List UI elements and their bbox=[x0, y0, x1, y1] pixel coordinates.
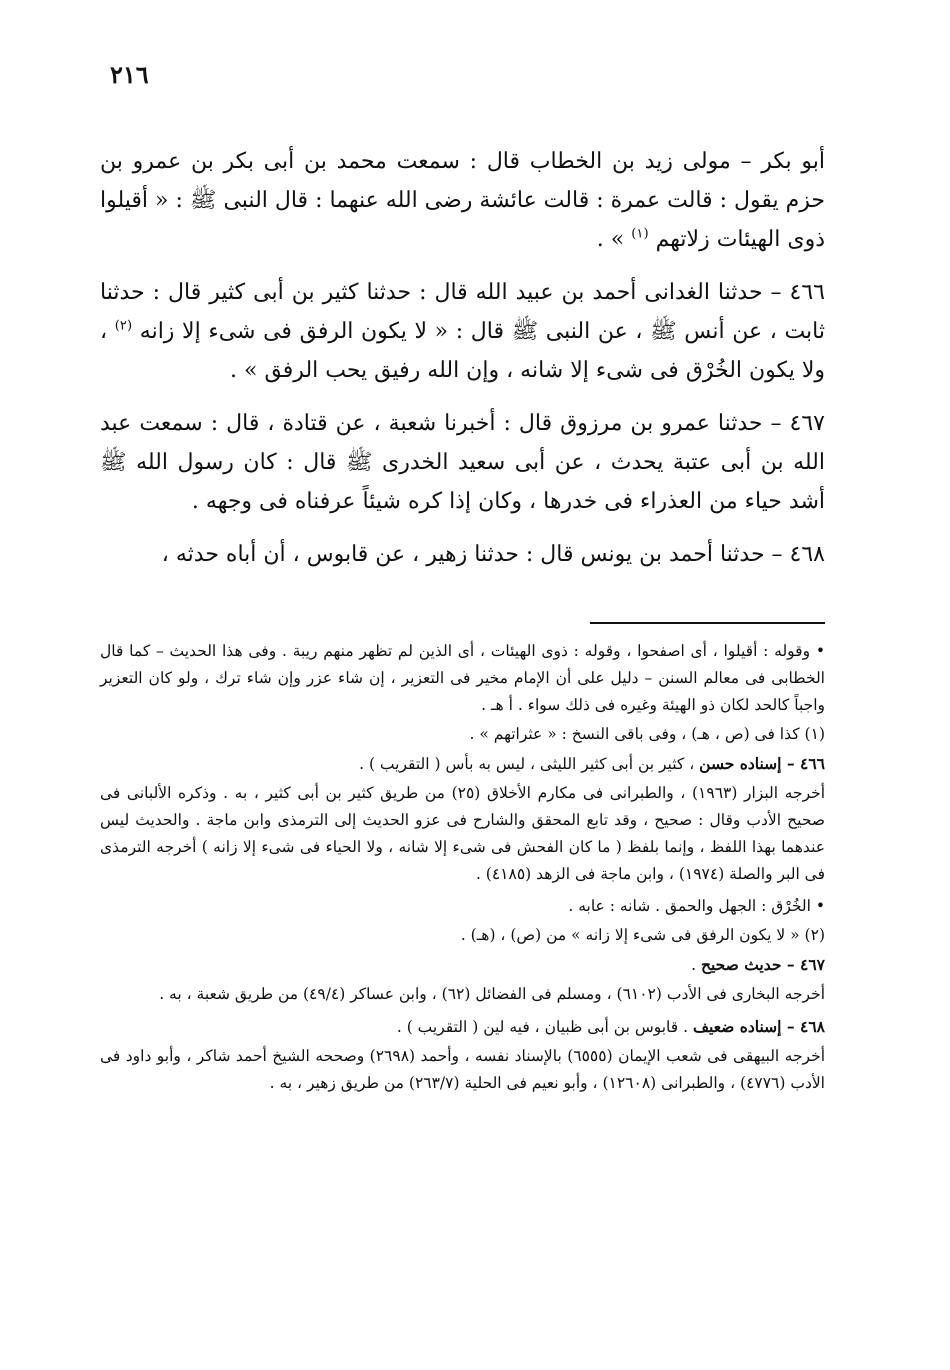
note-466-heading: ٤٦٦ – إسناده حسن bbox=[699, 754, 825, 773]
note-explanation-1: • وقوله : أقيلوا ، أى اصفحوا ، وقوله : ذوى الهيئات ، أى الذين لم تظهر منهم ريبة . وفى هذا الحديث – كما قال الخطابى فى معالم السنن – دليل على أن الإمام مخير فى التعزير ، إن شاء عزر وإن شاء ترك ، ولو كان التعزير واجباً كالحد لكان ذو الهيئة وغيره فى ذلك سواء . أ هـ . bbox=[100, 642, 825, 714]
paragraph-text-end: ، ولا يكون الخُرْق فى شىء إلا شانه ، وإن الله رفيق يحب الرفق » . bbox=[100, 319, 825, 383]
note-466-text: ، كثير بن أبى كثير الليثى ، ليس به بأس ( التقريب ) . bbox=[359, 755, 700, 773]
note-explanation-2: • الخُرْق : الجهل والحمق . شانه : عابه . bbox=[568, 897, 825, 915]
note-467-grade bbox=[100, 951, 825, 979]
footnote-ref-1: (١) bbox=[631, 226, 649, 242]
book-page bbox=[100, 60, 825, 1360]
page-number: ٢١٦ bbox=[110, 60, 149, 89]
note-466-sources: أخرجه البزار (١٩٦٣) ، والطبرانى فى مكارم الأخلاق (٢٥) من طريق كثير بن أبى كثير ، به . وذكره الألبانى فى صحيح الأدب وقال : صحيح ، وقد تابع المحقق والشارح فى عزو الحديث إلى الترمذى وابن ماجة . والحديث ليس عندهما بهذا اللفظ ، وإنما بلفظ ( ما كان الفحش فى شىء إلا شانه ، ولا الحياء فى شىء إلا زانه ) أخرجه الترمذى فى البر والصلة (١٩٧٤) ، وابن ماجة فى الزهد (٤١٨٥) . bbox=[100, 784, 826, 883]
footnote-1: (١) كذا فى (ص ، هـ) ، وفى باقى النسخ : « عثراتهم » . bbox=[469, 725, 825, 743]
note-467-heading: ٤٦٧ – حديث صحيح bbox=[700, 955, 825, 974]
note-468-text: . قابوس بن أبى ظبيان ، فيه لين ( التقريب ) . bbox=[396, 1018, 693, 1036]
note-467-sources: أخرجه البخارى فى الأدب (٦١٠٢) ، ومسلم فى الفضائل (٦٢) ، وابن عساكر (٤٩/٤) من طريق شعبة ، به . bbox=[159, 985, 825, 1003]
main-text bbox=[100, 142, 825, 574]
footnotes bbox=[100, 638, 825, 1097]
note-468-heading: ٤٦٨ – إسناده ضعيف bbox=[692, 1017, 825, 1036]
note-468-grade bbox=[100, 1013, 825, 1041]
footnote-2: (٢) « لا يكون الرفق فى شىء إلا زانه » من (ص) ، (هـ) . bbox=[460, 926, 825, 944]
note-466-grade bbox=[100, 750, 825, 778]
hadith-468: ٤٦٨ – حدثنا أحمد بن يونس قال : حدثنا زهير ، عن قابوس ، أن أباه حدثه ، bbox=[161, 542, 825, 567]
paragraph-text-end: » . bbox=[596, 227, 632, 252]
paragraph-text: ٤٦٦ – حدثنا الغدانى أحمد بن عبيد الله قال : حدثنا كثير بن أبى كثير قال : حدثنا ثابت ، عن أنس ﷺ ، عن النبى ﷺ قال : « لا يكون الرفق فى شىء إلا زانه bbox=[100, 280, 825, 344]
note-468-sources: أخرجه البيهقى فى شعب الإيمان (٦٥٥٥) بالإسناد نفسه ، وأحمد (٢٦٩٨) وصححه الشيخ أحمد شاكر ، وأبو داود فى الأدب (٤٧٧٦) ، والطبرانى (١٢٦٠٨) ، وأبو نعيم فى الحلية (٢٦٣/٧) من طريق زهير ، به . bbox=[100, 1047, 825, 1092]
hadith-467: ٤٦٧ – حدثنا عمرو بن مرزوق قال : أخبرنا شعبة ، عن قتادة ، قال : سمعت عبد الله بن أبى عتبة يحدث ، عن أبى سعيد الخدرى ﷺ قال : كان رسول الله ﷺ أشد حياء من العذراء فى خدرها ، وكان إذا كره شيئاً عرفناه فى وجهه . bbox=[100, 411, 825, 514]
paragraph-465-continuation bbox=[100, 142, 825, 259]
footnote-divider bbox=[590, 622, 825, 624]
note-467-text: . bbox=[691, 956, 701, 974]
hadith-466 bbox=[100, 273, 825, 390]
paragraph-text: أبو بكر – مولى زيد بن الخطاب قال : سمعت محمد بن أبى بكر بن عمرو بن حزم يقول : قالت عمرة : قالت عائشة رضى الله عنهما : قال النبى ﷺ : « أقيلوا ذوى الهيئات زلاتهم bbox=[100, 149, 825, 252]
footnote-ref-2: (٢) bbox=[114, 318, 133, 334]
